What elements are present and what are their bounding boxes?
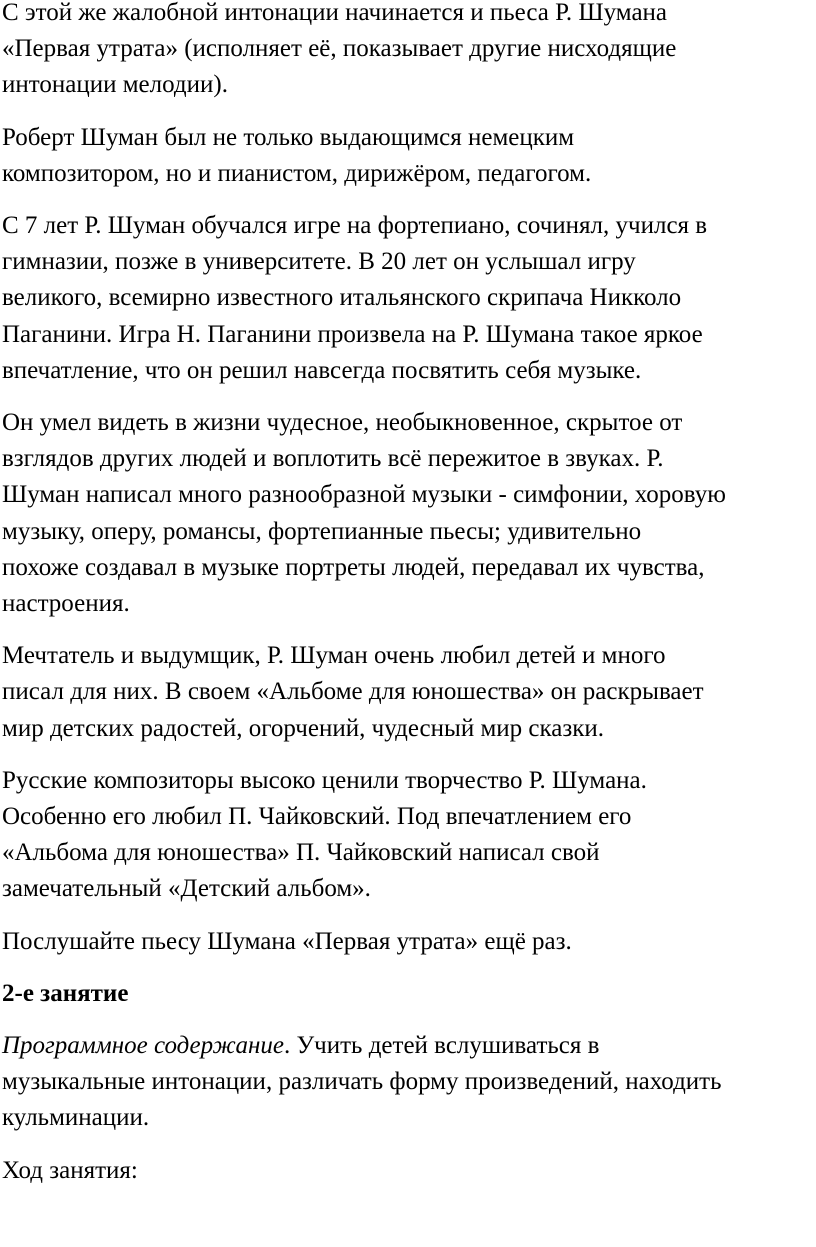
text-line: музыку, оперу, романсы, фортепианные пьесы; удивительно — [2, 517, 642, 545]
text-line: замечательный «Детский альбом». — [2, 875, 371, 903]
paragraph-schumann-bio — [2, 120, 816, 192]
text-line: похоже создавал в музыке портреты людей, передавал их чувства, — [2, 553, 705, 581]
text-line: Паганини. Игра Н. Паганини произвела на Р. Шумана такое яркое — [2, 320, 703, 348]
text-line: кульминации. — [2, 1104, 150, 1132]
program-label: Программное содержание — [2, 1032, 284, 1060]
paragraph-lesson-course — [2, 1153, 816, 1189]
program-text: . Учить детей вслушиваться в — [283, 1032, 600, 1060]
text-line: «Первая утрата» (исполняет её, показывает другие нисходящие — [2, 35, 677, 63]
text-line: Послушайте пьесу Шумана «Первая утрата» ещё раз. — [2, 927, 572, 955]
text-line: С этой же жалобной интонации начинается и пьеса Р. Шумана — [2, 0, 668, 26]
text-line: С 7 лет Р. Шуман обучался игре на фортепиано, сочинял, учился в — [2, 212, 708, 240]
text-line: Он умел видеть в жизни чудесное, необыкновенное, скрытое от — [2, 409, 683, 437]
text-line: взглядов других людей и воплотить всё пережитое в звуках. Р. — [2, 445, 664, 473]
text-line: «Альбома для юношества» П. Чайковский написал свой — [2, 839, 600, 867]
text-line: Особенно его любил П. Чайковский. Под впечатлением его — [2, 803, 632, 831]
text-line: настроения. — [2, 590, 130, 618]
lesson-heading — [2, 976, 816, 1012]
text-line: Шуман написал много разнообразной музыки - симфонии, хоровую — [2, 481, 726, 509]
text-line — [2, 1028, 816, 1064]
lesson-course-text: Ход занятия: — [2, 1156, 138, 1184]
paragraph-program-content — [2, 1028, 816, 1137]
text-line: мир детских радостей, огорчений, чудесный мир сказки. — [2, 714, 605, 742]
text-line: Роберт Шуман был не только выдающимся немецким — [2, 123, 575, 151]
paragraph-listen-again — [2, 924, 816, 960]
text-line: великого, всемирно известного итальянского скрипача Никколо — [2, 284, 682, 312]
text-line: Русские композиторы высоко ценили творчество Р. Шумана. — [2, 766, 647, 794]
text-line: интонации мелодии). — [2, 71, 228, 99]
text-line: впечатление, что он решил навсегда посвятить себя музыке. — [2, 356, 642, 384]
text-line: гимназии, позже в университете. В 20 лет он услышал игру — [2, 248, 636, 276]
paragraph-russian-composers — [2, 763, 816, 908]
text-line: Мечтатель и выдумщик, Р. Шуман очень любил детей и много — [2, 642, 666, 670]
paragraph-children-album — [2, 638, 816, 747]
text-line: писал для них. В своем «Альбоме для юношества» он раскрывает — [2, 678, 704, 706]
paragraph-first-loss-intro — [2, 0, 816, 104]
lesson-heading-text: 2-е занятие — [2, 979, 129, 1007]
paragraph-schumann-works — [2, 405, 816, 622]
text-line: композитором, но и пианистом, дирижёром, педагогом. — [2, 159, 592, 187]
paragraph-schumann-youth — [2, 208, 816, 389]
text-line: музыкальные интонации, различать форму произведений, находить — [2, 1068, 722, 1096]
